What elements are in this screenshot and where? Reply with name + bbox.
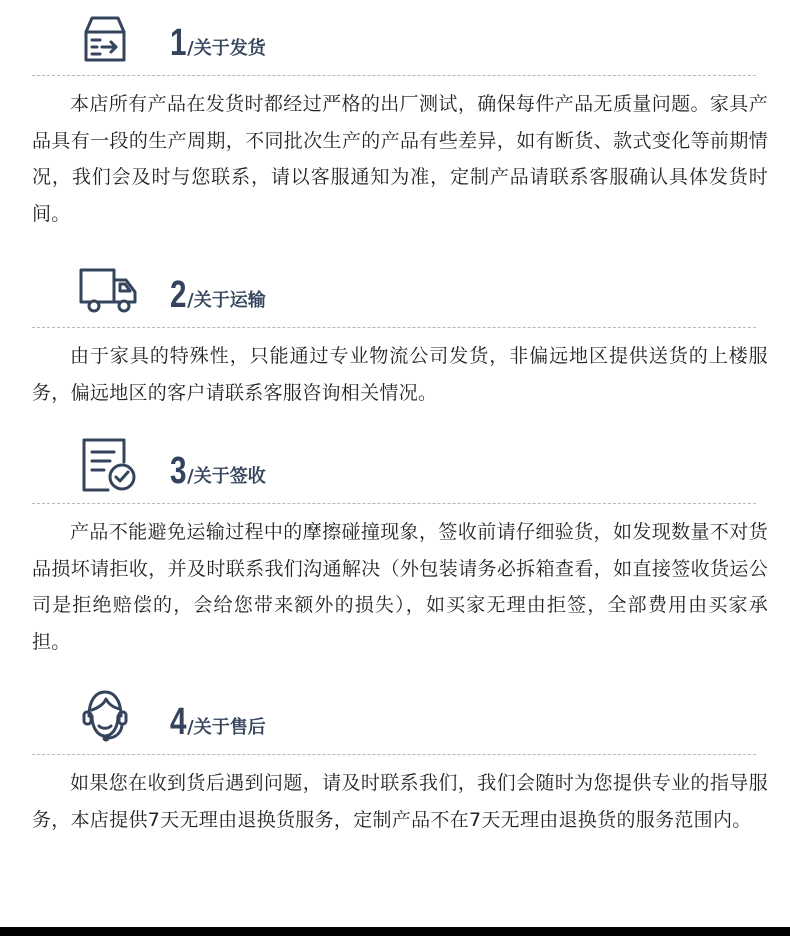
truck-icon	[78, 264, 140, 316]
section-heading	[170, 270, 266, 314]
divider	[32, 327, 756, 328]
section-title: /关于运输	[187, 290, 266, 311]
section-title: /关于售后	[187, 717, 266, 738]
section-body: 产品不能避免运输过程中的摩擦碰撞现象，签收前请仔细验货，如发现数量不对货品损坏请拒收，并及时联系我们沟通解决（外包装请务必拆箱查看，如直接签收货运公司是拒绝赔偿的，会给您带来额外的损失），如买家无理由拒签，全部费用由买家承担。	[32, 521, 768, 653]
section-number: 1	[170, 22, 187, 64]
section-title: /关于发货	[187, 38, 266, 59]
delivery-box-icon	[80, 12, 130, 66]
divider	[32, 503, 756, 504]
section-heading	[170, 697, 266, 741]
divider	[32, 754, 756, 755]
customer-service-headset-icon	[78, 686, 132, 746]
section-number: 3	[170, 450, 187, 492]
divider	[32, 75, 756, 76]
section-number: 4	[170, 701, 187, 743]
section-heading	[170, 18, 266, 62]
section-title: /关于签收	[187, 466, 266, 487]
section-body: 如果您在收到货后遇到问题，请及时联系我们，我们会随时为您提供专业的指导服务，本店提供7天无理由退换货服务，定制产品不在7天无理由退换货的服务范围内。	[32, 772, 768, 831]
checklist-document-icon	[80, 436, 138, 494]
section-body: 由于家具的特殊性，只能通过专业物流公司发货，非偏远地区提供送货的上楼服务，偏远地区的客户请联系客服咨询相关情况。	[32, 345, 768, 404]
bottom-bar	[0, 927, 790, 936]
section-number: 2	[170, 274, 187, 316]
section-body: 本店所有产品在发货时都经过严格的出厂测试，确保每件产品无质量问题。家具产品具有一段的生产周期，不同批次生产的产品有些差异，如有断货、款式变化等前期情况，我们会及时与您联系，请以客服通知为准，定制产品请联系客服确认具体发货时间。	[32, 93, 768, 225]
section-heading	[170, 446, 266, 490]
